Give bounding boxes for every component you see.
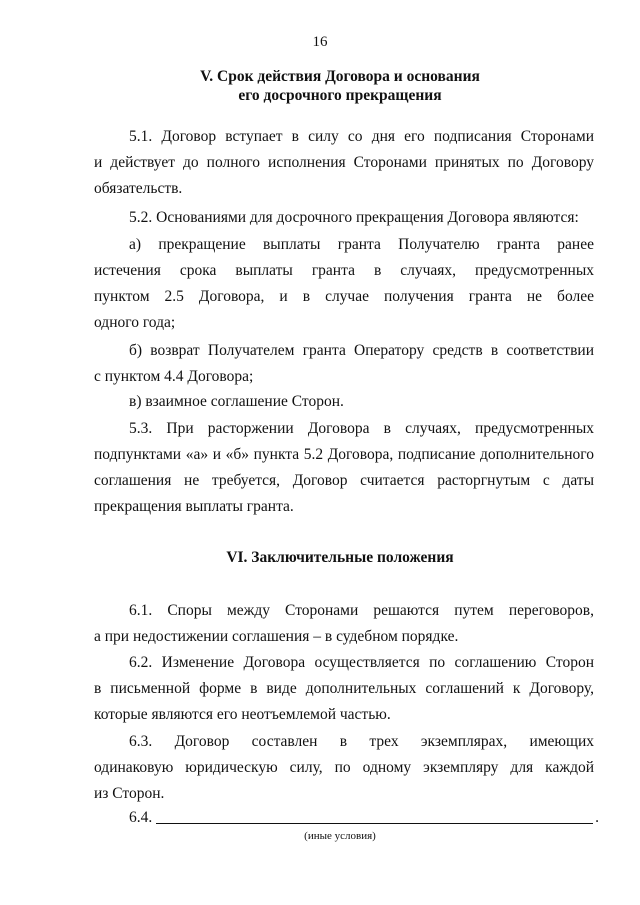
- paragraph-6-1-line: а при недостижении соглашения – в судебном порядке.: [94, 628, 459, 645]
- item-a-line: а) прекращение выплаты гранта Получателю гранта ранее: [129, 236, 594, 253]
- paragraph-6-3-line: из Сторон.: [94, 785, 165, 802]
- item-c-line: в) взаимное соглашение Сторон.: [129, 393, 344, 410]
- paragraph-5-1: [94, 124, 594, 202]
- paragraph-6-3-line: 6.3. Договор составлен в трех экземплярах, имеющих: [129, 733, 594, 750]
- paragraph-5-1-line: и действует до полного исполнения Сторонами принятых по Договору: [94, 154, 594, 171]
- paragraph-6-2-line: в письменной форме в виде дополнительных соглашений к Договору,: [94, 680, 594, 697]
- item-a-line: пунктом 2.5 Договора, и в случае получения гранта не более: [94, 288, 594, 305]
- item-a: [94, 232, 594, 336]
- section-5-title-line-2: его досрочного прекращения: [238, 87, 442, 104]
- section-5-title: [80, 67, 600, 105]
- paragraph-6-4-label: 6.4.: [129, 809, 153, 826]
- paragraph-6-1: [94, 598, 594, 650]
- paragraph-5-3-line: 5.3. При расторжении Договора в случаях, предусмотренных: [129, 420, 594, 437]
- item-b-line: с пунктом 4.4 Договора;: [94, 368, 254, 385]
- paragraph-6-3-line: одинаковую юридическую силу, по одному экземпляру для каждой: [94, 759, 594, 776]
- paragraph-6-2-line: которые являются его неотъемлемой частью.: [94, 706, 391, 723]
- item-c: [94, 389, 594, 415]
- paragraph-6-2: [94, 650, 594, 728]
- section-6-title-line: VI. Заключительные положения: [226, 549, 454, 566]
- paragraph-6-3: [94, 729, 594, 807]
- section-6-title: [80, 548, 600, 567]
- paragraph-5-1-line: обязательств.: [94, 180, 183, 197]
- item-b-line: б) возврат Получателем гранта Оператору средств в соответствии: [129, 342, 594, 359]
- section-5-title-line-1: V. Срок действия Договора и основания: [200, 68, 480, 85]
- paragraph-5-3-line: соглашения не требуется, Договор считается расторгнутым с даты: [94, 472, 594, 489]
- paragraph-5-3-line: подпунктами «а» и «б» пункта 5.2 Договора, подписание дополнительного: [94, 446, 594, 463]
- blank-fill-line: [156, 822, 593, 824]
- paragraph-6-1-line: 6.1. Споры между Сторонами решаются путем переговоров,: [129, 602, 594, 619]
- blank-caption: (иные условия): [304, 830, 376, 842]
- paragraph-5-2: [94, 205, 594, 231]
- paragraph-6-2-line: 6.2. Изменение Договора осуществляется по соглашению Сторон: [129, 654, 594, 671]
- item-a-line: истечения срока выплаты гранта в случаях, предусмотренных: [94, 262, 594, 279]
- paragraph-6-4-end: .: [595, 809, 599, 826]
- page-number: 16: [312, 34, 328, 50]
- paragraph-5-3-line: прекращения выплаты гранта.: [94, 498, 294, 515]
- item-a-line: одного года;: [94, 314, 176, 331]
- paragraph-5-1-line: 5.1. Договор вступает в силу со дня его подписания Сторонами: [129, 128, 594, 145]
- paragraph-5-2-line: 5.2. Основаниями для досрочного прекращения Договора являются:: [129, 209, 579, 226]
- paragraph-6-4: [129, 808, 599, 828]
- item-b: [94, 338, 594, 390]
- paragraph-5-3: [94, 416, 594, 520]
